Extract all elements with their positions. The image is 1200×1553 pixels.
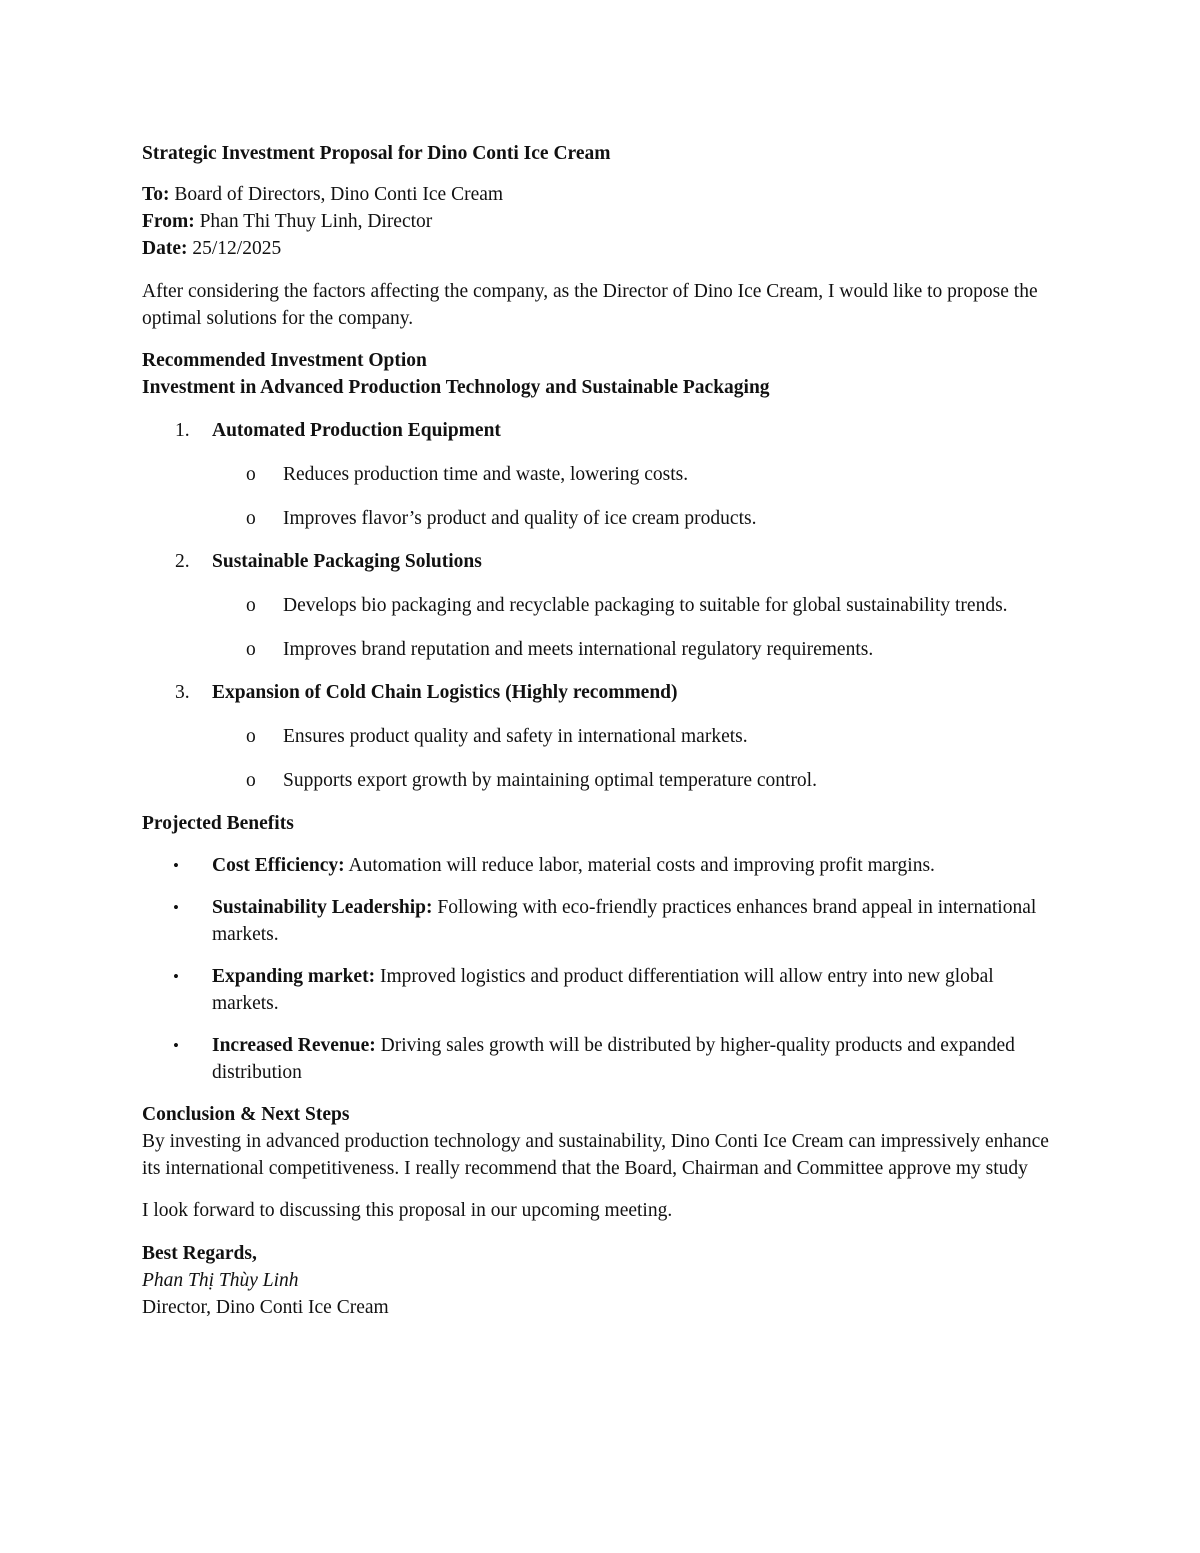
sub-point-text: Ensures product quality and safety in international markets.	[283, 726, 748, 747]
item-title: Expansion of Cold Chain Logistics (Highly recommend)	[212, 682, 678, 703]
signature-position: Director, Dino Conti Ice Cream	[142, 1297, 389, 1318]
intro-paragraph: After considering the factors affecting the company, as the Director of Dino Ice Cream, I would like to propose the optimal solutions for the company.	[142, 281, 1038, 329]
recommendation-item	[142, 548, 1062, 663]
sub-point-list	[142, 461, 1062, 532]
benefit-label: Increased Revenue:	[212, 1035, 376, 1056]
recommendation-subheading: Investment in Advanced Production Technology and Sustainable Packaging	[142, 377, 770, 398]
sub-bullet-marker: o	[246, 726, 256, 747]
sub-point	[142, 505, 1062, 532]
benefit-label: Expanding market:	[212, 966, 376, 987]
date-value: 25/12/2025	[187, 238, 282, 259]
benefit-label: Sustainability Leadership:	[212, 897, 433, 918]
benefit-text: Improved logistics and product differentiation will allow entry into new global markets.	[212, 966, 994, 1014]
conclusion-text: By investing in advanced production technology and sustainability, Dino Conti Ice Cream can impressively enhance its international competitiveness. I really recommend that the Board, Chairman and Committee approve my study	[142, 1131, 1049, 1179]
recommendation-list	[142, 417, 1062, 794]
item-number: 1.	[175, 420, 190, 441]
document-title: Strategic Investment Proposal for Dino Conti Ice Cream	[142, 143, 611, 164]
to-label: To:	[142, 184, 170, 205]
sub-bullet-marker: o	[246, 508, 256, 529]
recommendation-item	[142, 417, 1062, 532]
conclusion-heading: Conclusion & Next Steps	[142, 1104, 350, 1125]
sub-bullet-marker: o	[246, 770, 256, 791]
sub-point-text: Reduces production time and waste, lowering costs.	[283, 464, 689, 485]
sub-bullet-marker: o	[246, 595, 256, 616]
recommendation-heading: Recommended Investment Option	[142, 350, 427, 371]
bullet-marker: •	[173, 856, 179, 875]
from-line	[142, 208, 1062, 235]
benefits-heading: Projected Benefits	[142, 813, 294, 834]
item-title: Automated Production Equipment	[212, 420, 501, 441]
sub-point	[142, 767, 1062, 794]
benefit-item	[142, 963, 1062, 1017]
from-label: From:	[142, 211, 195, 232]
sub-point-list	[142, 723, 1062, 794]
benefits-list	[142, 852, 1062, 1086]
signature-name: Phan Thị Thùy Linh	[142, 1270, 299, 1291]
sub-bullet-marker: o	[246, 464, 256, 485]
benefit-text: Following with eco-friendly practices enhances brand appeal in international markets.	[212, 897, 1037, 945]
document-page	[142, 140, 1062, 1321]
from-value: Phan Thi Thuy Linh, Director	[194, 211, 433, 232]
date-line	[142, 235, 1062, 262]
benefit-label: Cost Efficiency:	[212, 855, 345, 876]
sub-point	[142, 592, 1062, 619]
bullet-marker: •	[173, 898, 179, 917]
benefit-item	[142, 894, 1062, 948]
sub-point	[142, 636, 1062, 663]
item-number: 3.	[175, 682, 190, 703]
date-label: Date:	[142, 238, 188, 259]
bullet-marker: •	[173, 1036, 179, 1055]
benefit-item	[142, 1032, 1062, 1086]
item-title: Sustainable Packaging Solutions	[212, 551, 482, 572]
recommendation-item	[142, 679, 1062, 794]
item-number: 2.	[175, 551, 190, 572]
sub-point-text: Develops bio packaging and recyclable packaging to suitable for global sustainability trends.	[283, 595, 1008, 616]
benefit-text: Driving sales growth will be distributed by higher-quality products and expanded distribution	[212, 1035, 1015, 1083]
bullet-marker: •	[173, 967, 179, 986]
sub-point-list	[142, 592, 1062, 663]
sub-point	[142, 723, 1062, 750]
sub-point-text: Supports export growth by maintaining optimal temperature control.	[283, 770, 817, 791]
closing-regards: Best Regards,	[142, 1243, 257, 1264]
benefit-item	[142, 852, 1062, 879]
benefit-text: Automation will reduce labor, material costs and improving profit margins.	[344, 855, 935, 876]
to-line	[142, 181, 1062, 208]
sub-point	[142, 461, 1062, 488]
sub-bullet-marker: o	[246, 639, 256, 660]
sub-point-text: Improves brand reputation and meets international regulatory requirements.	[283, 639, 874, 660]
closing-forward: I look forward to discussing this proposal in our upcoming meeting.	[142, 1200, 673, 1221]
sub-point-text: Improves flavor’s product and quality of ice cream products.	[283, 508, 757, 529]
to-value: Board of Directors, Dino Conti Ice Cream	[169, 184, 504, 205]
